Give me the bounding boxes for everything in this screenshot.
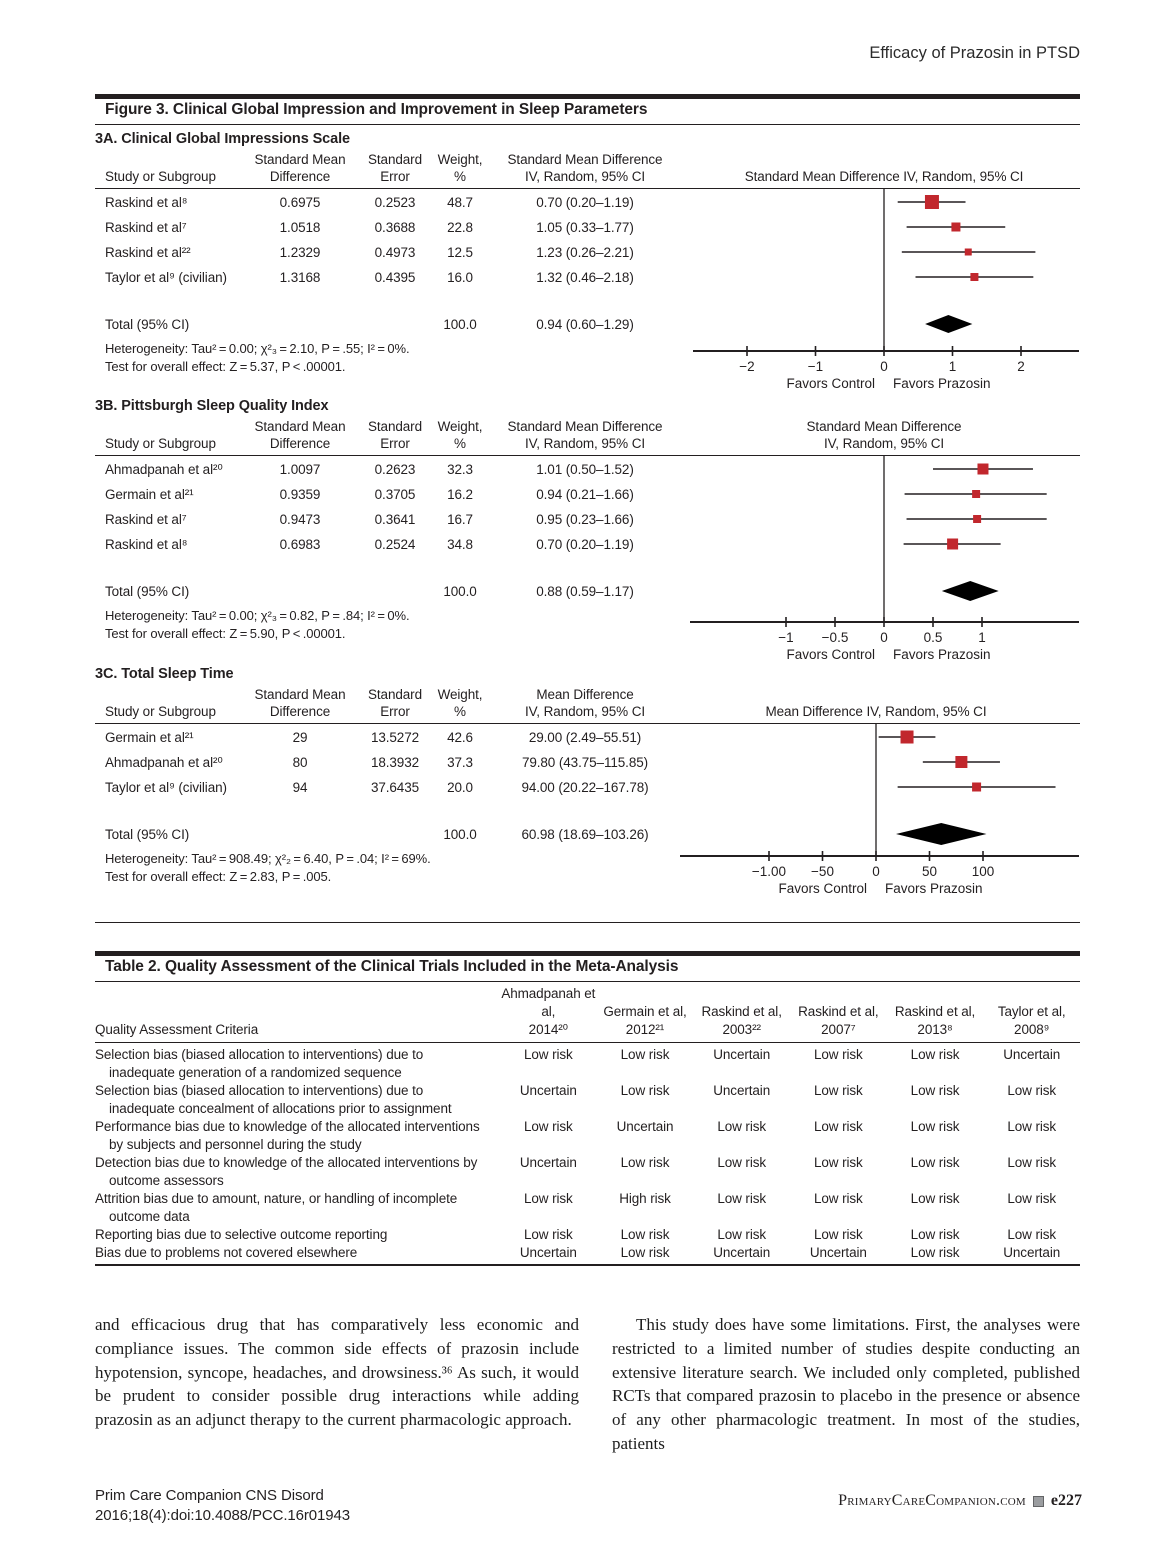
panel-3a [95,131,1080,403]
criteria-cell: Attrition bias due to amount, nature, or handling of incomplete outcome data [95,1191,458,1224]
col-weight-l1: Weight, [437,152,483,167]
ci-value: 0.70 (0.20–1.19) [536,537,634,552]
risk-value-cell: Low risk [910,1083,960,1098]
risk-value-cell: Uncertain [1003,1047,1061,1062]
criteria-cell: Selection bias (biased allocation to interventions) due to inadequate generation of a randomized sequence [95,1047,424,1080]
risk-value-cell: Low risk [813,1083,863,1098]
study-name: Taylor et al, [997,1004,1066,1019]
risk-value-cell: Low risk [717,1191,767,1206]
smd-value: 0.6983 [279,537,321,552]
plot-header-line2: Standard Mean Difference IV, Random, 95% CI [744,169,1024,184]
footer-journal [95,1486,350,1526]
col-study: Study or Subgroup [105,436,216,451]
axis-tick-label: 1 [948,359,957,374]
table2-row [95,1118,1080,1154]
effect-square [925,195,939,209]
table2-header-row [95,985,1080,1043]
risk-value-cell: Uncertain [519,1245,577,1260]
weight-value: 16.2 [447,487,473,502]
study-name: Germain et al, [603,1004,687,1019]
favors-control-label: Favors Control [786,647,875,662]
axis-tick-label: −0.5 [821,630,849,645]
panel-3c-heterogeneity: Heterogeneity: Tau² = 908.49; χ²₂ = 6.40, P = .04; I² = 69%. [105,851,431,866]
risk-value-cell: Low risk [523,1119,573,1134]
weight-value: 42.6 [447,730,473,745]
ci-value: 0.94 (0.21–1.66) [536,487,634,502]
col-se-l2: Error [380,704,410,719]
plot-header-line1: Standard Mean Difference [806,419,962,434]
criteria-cell: Selection bias (biased allocation to interventions) due to inadequate concealment of allocations prior to assignment [95,1083,452,1116]
se-value: 0.2523 [374,195,416,210]
risk-value-cell: Uncertain [713,1245,771,1260]
table2-criteria-header: Quality Assessment Criteria [95,1022,259,1037]
col-ci-l1: Standard Mean Difference [507,152,663,167]
risk-value-cell: Low risk [910,1245,960,1260]
risk-value-cell: Low risk [717,1227,767,1242]
axis-tick-label: −1.00 [751,864,787,879]
se-value: 0.2524 [374,537,416,552]
smd-value: 29 [292,730,308,745]
study-label: Ahmadpanah et al²⁰ [105,462,223,477]
study-year: 2012²¹ [625,1022,665,1037]
effect-square [972,783,981,792]
figure3-bottom-rule [95,922,1080,923]
study-label: Germain et al²¹ [105,730,194,745]
table2-title-rule [95,981,1080,982]
table2-study-header-2 [693,1003,790,1039]
risk-value-cell: Low risk [1007,1227,1057,1242]
study-label: Raskind et al⁷ [105,220,187,235]
study-label: Taylor et al⁹ (civilian) [105,270,227,285]
col-smd-l1: Standard Mean [254,152,346,167]
smd-value: 0.9359 [279,487,321,502]
ci-value: 1.23 (0.26–2.21) [536,245,634,260]
study-year: 2008⁹ [1014,1022,1050,1037]
total-weight: 100.0 [443,584,477,599]
smd-value: 0.6975 [279,195,321,210]
study-name: Raskind et al, [894,1004,976,1019]
footer-site: PrimaryCareCompanion.com [838,1492,1026,1509]
risk-value-cell: Uncertain [713,1083,771,1098]
ci-value: 1.05 (0.33–1.77) [536,220,634,235]
panel-3a-overall-effect: Test for overall effect: Z = 5.37, P < .00001. [105,359,346,374]
weight-value: 12.5 [447,245,473,260]
footer-journal-line1: Prim Care Companion CNS Disord [95,1487,324,1504]
col-ci-l2: IV, Random, 95% CI [524,169,646,184]
effect-square [955,756,967,768]
axis-tick-label: 0 [872,864,880,879]
risk-value-cell: Low risk [910,1047,960,1062]
body-paragraph-right: This study does have some limitations. First, the analyses were restricted to a limited number of studies despite conducting an extensive literature search. We included only completed, published RCTs that compared prazosin to placebo in the presence or absence of any other pharmacologic treatment. In most of the studies, patients [612,1315,1080,1453]
panel-3c-overall-effect: Test for overall effect: Z = 2.83, P = .005. [105,869,332,884]
total-label: Total (95% CI) [105,317,190,332]
risk-value-cell: Low risk [1007,1119,1057,1134]
risk-value-cell: Low risk [523,1227,573,1242]
smd-value: 1.0097 [279,462,321,477]
risk-value-cell: Uncertain [809,1245,867,1260]
criteria-cell: Reporting bias due to selective outcome reporting [95,1227,388,1242]
favors-control-label: Favors Control [778,881,867,896]
panel-3a-heterogeneity: Heterogeneity: Tau² = 0.00; χ²₃ = 2.10, P = .55; I² = 0%. [105,341,410,356]
table2 [95,985,1080,1266]
risk-value-cell: Low risk [620,1047,670,1062]
total-ci: 0.88 (0.59–1.17) [536,584,634,599]
panel-3c-forest-plot [95,666,1080,906]
smd-value: 0.9473 [279,512,321,527]
axis-tick-label: 0.5 [923,630,943,645]
table2-row [95,1226,1080,1244]
risk-value-cell: Low risk [910,1191,960,1206]
col-se-l1: Standard [368,419,422,434]
col-ci-l2: IV, Random, 95% CI [524,704,646,719]
col-se-l1: Standard [368,687,422,702]
study-label: Taylor et al⁹ (civilian) [105,780,227,795]
favors-prazosin-label: Favors Prazosin [885,881,983,896]
study-name: Ahmadpanah et al, [501,986,596,1019]
col-weight-l1: Weight, [437,419,483,434]
criteria-cell: Bias due to problems not covered elsewhere [95,1245,358,1260]
footer-page-number: e227 [1050,1492,1082,1509]
running-title: Efficacy of Prazosin in PTSD [869,44,1080,62]
total-ci: 0.94 (0.60–1.29) [536,317,634,332]
criteria-cell: Performance bias due to knowledge of the allocated interventions by subjects and personnel during the study [95,1119,480,1152]
panel-3b-subtitle: 3B. Pittsburgh Sleep Quality Index [95,398,329,414]
col-weight-l1: Weight, [437,687,483,702]
smd-value: 94 [292,780,308,795]
risk-value-cell: Low risk [717,1155,767,1170]
risk-value-cell: Low risk [813,1227,863,1242]
panel-3b-heterogeneity: Heterogeneity: Tau² = 0.00; χ²₃ = 0.82, P = .84; I² = 0%. [105,608,410,623]
table2-row [95,1190,1080,1226]
favors-prazosin-label: Favors Prazosin [893,376,991,391]
risk-value-cell: Low risk [620,1083,670,1098]
table2-top-bar [95,951,1080,956]
weight-value: 20.0 [447,780,473,795]
weight-value: 37.3 [447,755,473,770]
panel-3c [95,666,1080,906]
risk-value-cell: Low risk [813,1191,863,1206]
panel-3b [95,398,1080,670]
col-se-l1: Standard [368,152,422,167]
ci-value: 79.80 (43.75–115.85) [521,755,649,770]
weight-value: 34.8 [447,537,473,552]
study-label: Raskind et al⁸ [105,537,188,552]
total-label: Total (95% CI) [105,827,190,842]
table2-row [95,1244,1080,1262]
se-value: 0.2623 [374,462,416,477]
col-weight-l2: % [454,436,466,451]
table2-study-header-3 [790,1003,887,1039]
table2-study-header-5 [983,1003,1080,1039]
study-year: 2013⁸ [917,1022,953,1037]
risk-value-cell: Low risk [813,1119,863,1134]
study-year: 2003²² [722,1022,761,1037]
risk-value-cell: Uncertain [519,1083,577,1098]
risk-value-cell: Low risk [910,1227,960,1242]
effect-square [970,273,978,281]
study-year: 2007⁷ [821,1022,856,1037]
effect-square [977,464,988,475]
criteria-cell: Detection bias due to knowledge of the allocated interventions by outcome assessors [95,1155,478,1188]
table2-study-header-1 [597,1003,694,1039]
risk-value-cell: Uncertain [616,1119,674,1134]
col-se-l2: Error [380,436,410,451]
risk-value-cell: Low risk [1007,1155,1057,1170]
col-weight-l2: % [454,169,466,184]
study-label: Raskind et al²² [105,245,191,260]
col-smd-l2: Difference [269,704,331,719]
total-weight: 100.0 [443,827,477,842]
risk-value-cell: Low risk [717,1119,767,1134]
panel-3b-forest-plot [95,398,1080,670]
risk-value-cell: Uncertain [713,1047,771,1062]
risk-value-cell: Low risk [523,1047,573,1062]
panel-3b-overall-effect: Test for overall effect: Z = 5.90, P < .00001. [105,626,346,641]
axis-tick-label: 1 [978,630,986,645]
ci-value: 0.70 (0.20–1.19) [536,195,634,210]
col-study: Study or Subgroup [105,169,216,184]
plot-header-line2: Mean Difference IV, Random, 95% CI [765,704,987,719]
risk-value-cell: Low risk [813,1047,863,1062]
weight-value: 32.3 [447,462,473,477]
table2-study-header-0 [500,985,597,1039]
panel-3c-subtitle: 3C. Total Sleep Time [95,666,234,682]
figure3-title-rule [95,124,1080,125]
axis-tick-label: 100 [971,864,995,879]
smd-value: 80 [292,755,308,770]
study-label: Raskind et al⁸ [105,195,188,210]
risk-value-cell: High risk [619,1191,671,1206]
axis-tick-label: 0 [880,630,888,645]
study-name: Raskind et al, [798,1004,879,1019]
risk-value-cell: Low risk [620,1227,670,1242]
weight-value: 16.7 [447,512,473,527]
table2-study-header-4 [887,1003,984,1039]
col-study: Study or Subgroup [105,704,216,719]
summary-diamond [896,823,986,845]
se-value: 0.3705 [374,487,416,502]
risk-value-cell: Low risk [813,1155,863,1170]
risk-value-cell: Low risk [620,1155,670,1170]
risk-value-cell: Low risk [523,1191,573,1206]
col-smd-l1: Standard Mean [254,419,346,434]
effect-square [901,731,914,744]
smd-value: 1.0518 [279,220,321,235]
ci-value: 94.00 (20.22–167.78) [521,780,649,795]
table2-title: Table 2. Quality Assessment of the Clinical Trials Included in the Meta-Analysis [105,958,679,975]
study-name: Raskind et al, [701,1004,782,1019]
study-label: Germain et al²¹ [105,487,194,502]
axis-tick-label: −50 [811,864,834,879]
col-se-l2: Error [380,169,410,184]
risk-value-cell: Low risk [1007,1191,1057,1206]
col-ci-l2: IV, Random, 95% CI [524,436,646,451]
weight-value: 48.7 [447,195,473,210]
figure3-title: Figure 3. Clinical Global Impression and Improvement in Sleep Parameters [105,101,648,118]
col-ci-l1: Standard Mean Difference [507,419,663,434]
col-smd-l1: Standard Mean [254,687,346,702]
risk-value-cell: Low risk [910,1119,960,1134]
study-year: 2014²⁰ [528,1022,568,1037]
se-value: 0.3688 [374,220,416,235]
summary-diamond [925,315,972,333]
axis-tick-label: −2 [739,359,755,374]
figure3-top-bar [95,94,1080,99]
table2-row [95,1046,1080,1082]
effect-square [972,490,980,498]
effect-square [965,249,972,256]
se-value: 0.3641 [374,512,416,527]
se-value: 0.4973 [374,245,416,260]
col-ci-l1: Mean Difference [536,687,634,702]
col-smd-l2: Difference [269,169,331,184]
ci-value: 1.01 (0.50–1.52) [536,462,634,477]
axis-tick-label: −1 [807,359,824,374]
se-value: 18.3932 [370,755,420,770]
axis-tick-label: 0 [880,359,888,374]
risk-value-cell: Low risk [1007,1083,1057,1098]
effect-square [947,539,958,550]
panel-3a-subtitle: 3A. Clinical Global Impressions Scale [95,131,350,147]
total-label: Total (95% CI) [105,584,190,599]
smd-value: 1.3168 [279,270,321,285]
axis-tick-label: 2 [1017,359,1025,374]
ci-value: 29.00 (2.49–55.51) [528,730,642,745]
ci-value: 0.95 (0.23–1.66) [536,512,634,527]
risk-value-cell: Uncertain [1003,1245,1061,1260]
effect-square [973,515,981,523]
footer-right [838,1492,1082,1510]
se-value: 0.4395 [374,270,416,285]
total-weight: 100.0 [443,317,477,332]
risk-value-cell: Low risk [620,1245,670,1260]
col-weight-l2: % [454,704,466,719]
favors-control-label: Favors Control [786,376,875,391]
risk-value-cell: Low risk [910,1155,960,1170]
risk-value-cell: Uncertain [519,1155,577,1170]
se-value: 13.5272 [370,730,420,745]
panel-3a-forest-plot [95,131,1080,403]
weight-value: 22.8 [447,220,473,235]
footer-journal-line2: 2016;18(4):doi:10.4088/PCC.16r01943 [95,1507,351,1524]
col-smd-l2: Difference [269,436,331,451]
summary-diamond [942,581,999,601]
axis-tick-label: −1 [778,630,794,645]
table2-row [95,1154,1080,1190]
weight-value: 16.0 [447,270,473,285]
body-paragraph-left: and efficacious drug that has comparatively less economic and compliance issues. The common side effects of prazosin include hypotension, syncope, headaches, and drowsiness.³⁶ As such, it would be prudent to consider possible drug interactions while adding prazosin as an adjunct therapy to the current pharmacologic approach. [95,1315,579,1430]
ci-value: 1.32 (0.46–2.18) [536,270,634,285]
study-label: Ahmadpanah et al²⁰ [105,755,223,770]
footer-square-icon [1033,1496,1044,1507]
study-label: Raskind et al⁷ [105,512,187,527]
smd-value: 1.2329 [279,245,321,260]
se-value: 37.6435 [370,780,420,795]
table2-body [95,1043,1080,1266]
plot-header-line2: IV, Random, 95% CI [823,436,945,451]
axis-tick-label: 50 [921,864,938,879]
table2-row [95,1082,1080,1118]
favors-prazosin-label: Favors Prazosin [893,647,991,662]
effect-square [951,223,960,232]
total-ci: 60.98 (18.69–103.26) [521,827,649,842]
